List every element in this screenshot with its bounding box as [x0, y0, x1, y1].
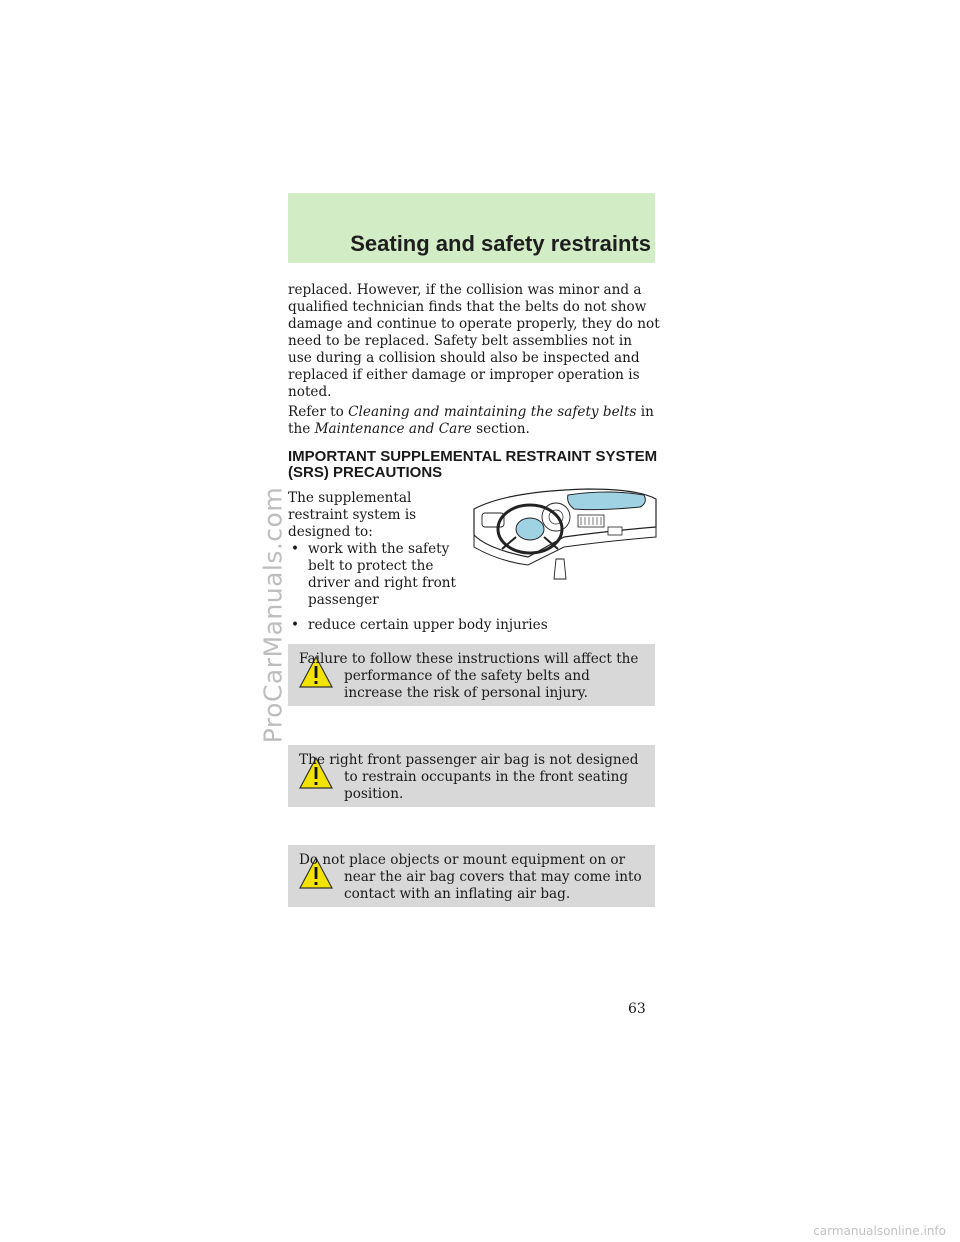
- srs-purpose-list: [288, 541, 660, 642]
- warning-text: Do not place objects or mount equipment on or near the air bag covers that may come into contact with an inflating air bag.: [299, 852, 642, 902]
- bullet-icon: •: [291, 617, 300, 633]
- refer-topic-link: Cleaning and maintaining the safety belts: [348, 404, 637, 420]
- warning-box: [288, 644, 655, 706]
- list-item: [288, 617, 660, 634]
- refer-section-name: Maintenance and Care: [314, 421, 472, 437]
- page-number: 63: [628, 1001, 646, 1017]
- section-heading: IMPORTANT SUPPLEMENTAL RESTRAINT SYSTEM (SRS) PRECAUTIONS: [288, 448, 658, 481]
- bullet-icon: •: [291, 541, 300, 557]
- warning-text: Failure to follow these instructions will affect the performance of the safety belts and increase the risk of personal injury.: [299, 651, 639, 701]
- refer-paragraph: [288, 404, 660, 438]
- intro-paragraph: replaced. However, if the collision was minor and a qualified technician finds that the belts do not show damage and continue to operate properly, they do not need to be replaced. Safety belt assemblies not in use during a collision should also be inspected and replaced if either damage or improper operation is noted.: [288, 282, 660, 400]
- vertical-watermark: [243, 480, 303, 750]
- refer-middle: in the: [288, 404, 654, 437]
- bullet-text: reduce certain upper body injuries: [308, 617, 548, 633]
- warning-box: [288, 845, 655, 907]
- watermark-text: ProCarManuals.com: [258, 486, 288, 744]
- warning-text: The right front passenger air bag is not designed to restrain occupants in the front seating position.: [299, 752, 639, 802]
- srs-lead-text: The supplemental restraint system is designed to:: [288, 490, 417, 540]
- refer-suffix: section.: [471, 421, 530, 437]
- section-header-band: [288, 193, 655, 263]
- refer-prefix: Refer to: [288, 404, 349, 420]
- footer-watermark: carmanualsonline.info: [813, 1224, 946, 1238]
- list-item: [288, 541, 660, 609]
- section-title: Seating and safety restraints: [350, 231, 651, 256]
- warning-box: [288, 745, 655, 807]
- bullet-text: work with the safety belt to protect the driver and right front passenger: [308, 541, 456, 608]
